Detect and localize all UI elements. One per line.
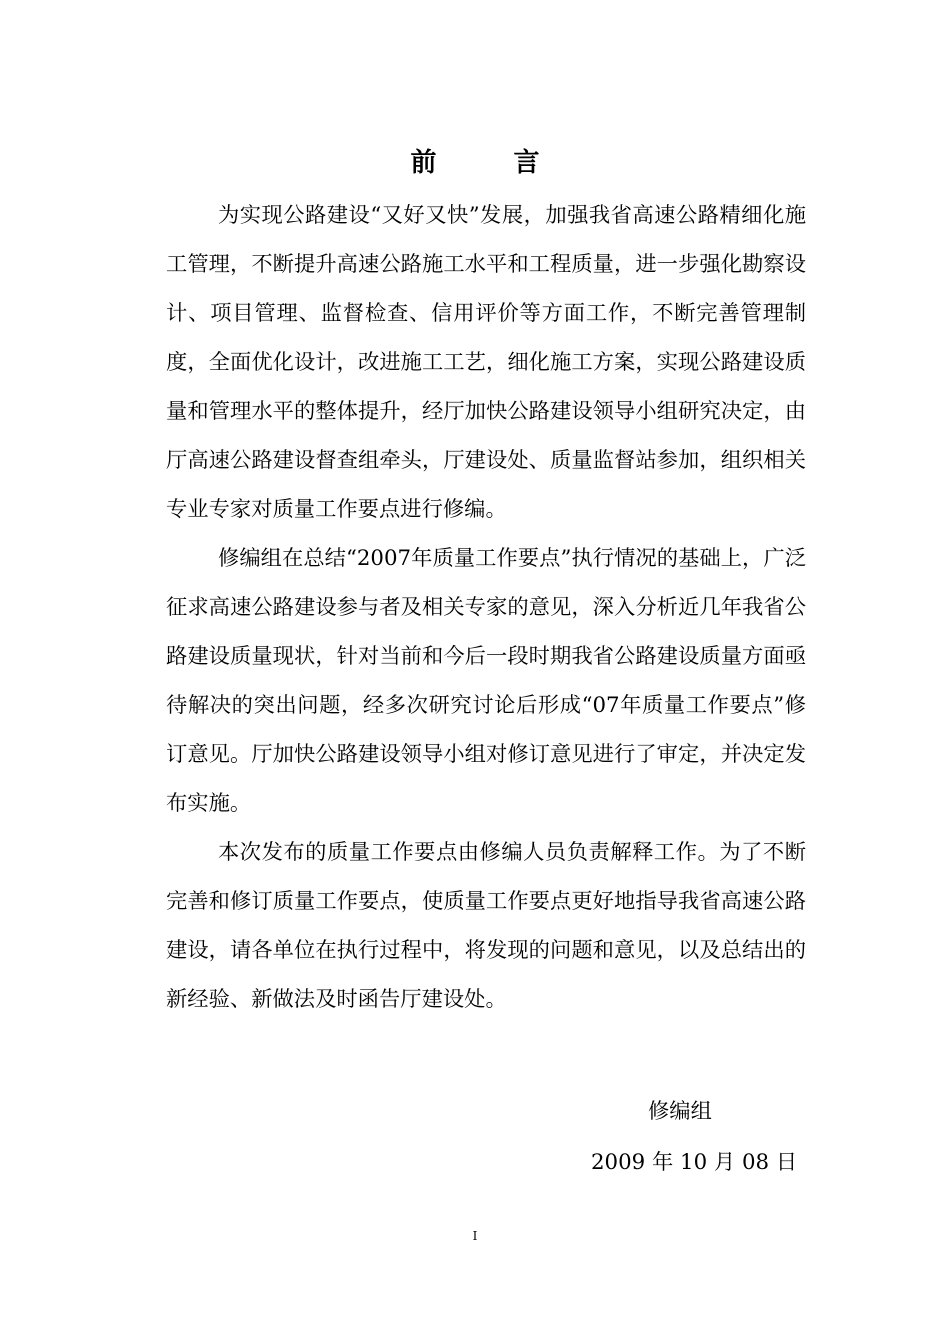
signature-date: 2009 年 10 月 08 日	[591, 1150, 798, 1175]
paragraph-2: 修编组在总结“2007年质量工作要点”执行情况的基础上，广泛征求高速公路建设参与者及相关专家的意见，深入分析近几年我省公路建设质量现状，针对当前和今后一段时期我省公路建设质量方面亟待解决的突出问题，经多次研究讨论后形成“07年质量工作要点”修订意见。厅加快公路建设领导小组对修订意见进行了审定，并决定发布实施。	[166, 546, 806, 816]
body-text	[166, 191, 806, 1024]
signature: 修编组	[648, 1099, 712, 1124]
page-number: I	[472, 1229, 478, 1243]
page-title: 前 言	[410, 148, 574, 178]
paragraph-1: 为实现公路建设“又好又快”发展，加强我省高速公路精细化施工管理，不断提升高速公路施工水平和工程质量，进一步强化勘察设计、项目管理、监督检查、信用评价等方面工作，不断完善管理制度，全面优化设计，改进施工工艺，细化施工方案，实现公路建设质量和管理水平的整体提升，经厅加快公路建设领导小组研究决定，由厅高速公路建设督查组牵头，厅建设处、质量监督站参加，组织相关专业专家对质量工作要点进行修编。	[166, 203, 806, 522]
paragraph-3: 本次发布的质量工作要点由修编人员负责解释工作。为了不断完善和修订质量工作要点，使质量工作要点更好地指导我省高速公路建设，请各单位在执行过程中，将发现的问题和意见，以及总结出的新经验、新做法及时函告厅建设处。	[166, 840, 806, 1012]
